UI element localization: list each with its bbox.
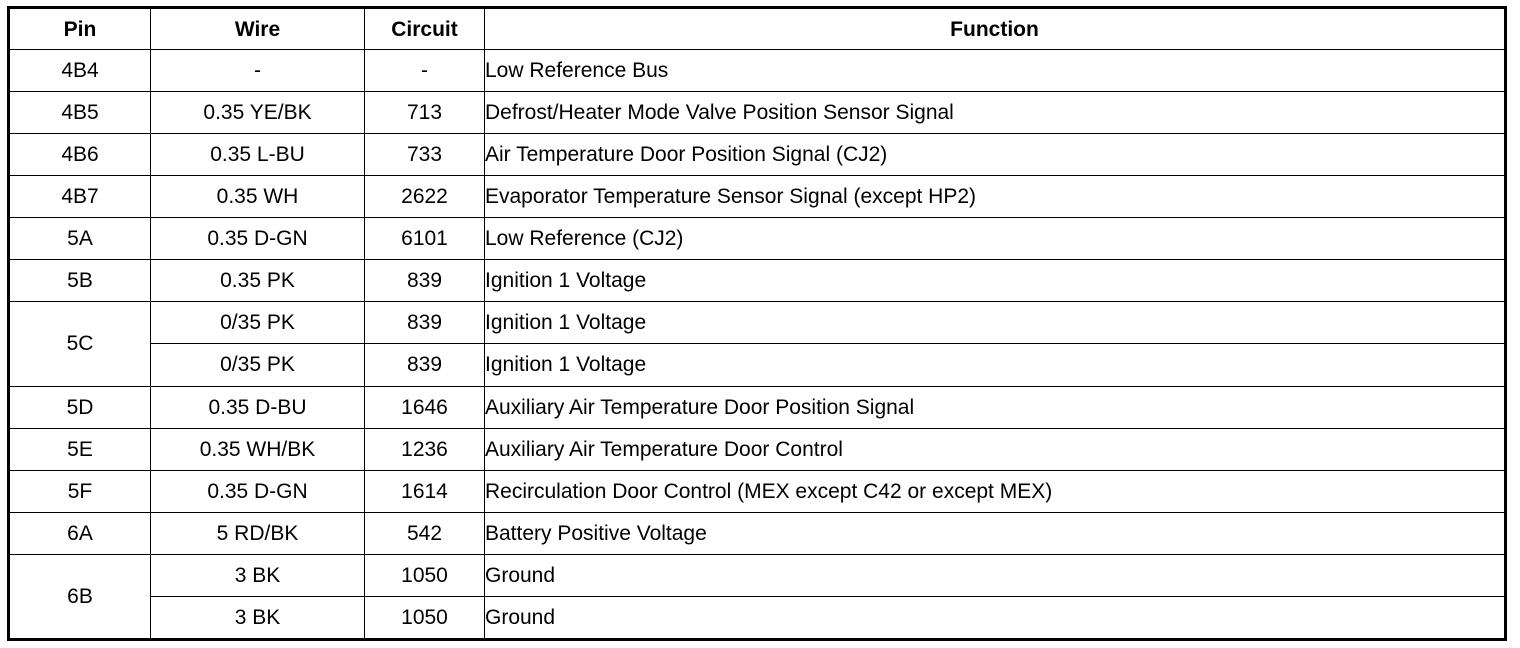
wire-cell: 5 RD/BK bbox=[151, 512, 365, 554]
wire-cell: 0.35 WH bbox=[151, 176, 365, 218]
table-row bbox=[9, 344, 1506, 386]
wire-cell: 0.35 YE/BK bbox=[151, 92, 365, 134]
function-cell: Low Reference Bus bbox=[485, 50, 1506, 92]
function-cell: Defrost/Heater Mode Valve Position Sensor Signal bbox=[485, 92, 1506, 134]
wire-cell: 0/35 PK bbox=[151, 344, 365, 386]
wire-cell: 3 BK bbox=[151, 554, 365, 596]
table-row bbox=[9, 302, 1506, 344]
circuit-cell: 6101 bbox=[365, 218, 485, 260]
pin-cell: 4B4 bbox=[9, 50, 151, 92]
header-row bbox=[9, 8, 1506, 50]
pin-cell: 5A bbox=[9, 218, 151, 260]
table-row bbox=[9, 596, 1506, 639]
header-wire: Wire bbox=[151, 8, 365, 50]
circuit-cell: 713 bbox=[365, 92, 485, 134]
table-row bbox=[9, 92, 1506, 134]
header-pin: Pin bbox=[9, 8, 151, 50]
pin-cell: 4B5 bbox=[9, 92, 151, 134]
circuit-cell: 1050 bbox=[365, 596, 485, 639]
pin-cell: 5B bbox=[9, 260, 151, 302]
table-row bbox=[9, 134, 1506, 176]
circuit-cell: 839 bbox=[365, 302, 485, 344]
function-cell: Auxiliary Air Temperature Door Control bbox=[485, 428, 1506, 470]
circuit-cell: 2622 bbox=[365, 176, 485, 218]
circuit-cell: 1236 bbox=[365, 428, 485, 470]
table-row bbox=[9, 260, 1506, 302]
function-cell: Low Reference (CJ2) bbox=[485, 218, 1506, 260]
function-cell: Ignition 1 Voltage bbox=[485, 302, 1506, 344]
circuit-cell: 839 bbox=[365, 344, 485, 386]
function-cell: Ground bbox=[485, 554, 1506, 596]
wire-cell: 3 BK bbox=[151, 596, 365, 639]
circuit-cell: - bbox=[365, 50, 485, 92]
table-row bbox=[9, 470, 1506, 512]
function-cell: Ignition 1 Voltage bbox=[485, 260, 1506, 302]
wire-cell: 0/35 PK bbox=[151, 302, 365, 344]
header-circuit: Circuit bbox=[365, 8, 485, 50]
circuit-cell: 542 bbox=[365, 512, 485, 554]
circuit-cell: 1646 bbox=[365, 386, 485, 428]
pin-cell: 4B6 bbox=[9, 134, 151, 176]
pinout-table bbox=[7, 6, 1507, 641]
function-cell: Air Temperature Door Position Signal (CJ2) bbox=[485, 134, 1506, 176]
pin-cell: 5C bbox=[9, 302, 151, 386]
function-cell: Auxiliary Air Temperature Door Position Signal bbox=[485, 386, 1506, 428]
function-cell: Recirculation Door Control (MEX except C42 or except MEX) bbox=[485, 470, 1506, 512]
pin-cell: 6B bbox=[9, 554, 151, 639]
function-cell: Battery Positive Voltage bbox=[485, 512, 1506, 554]
circuit-cell: 1614 bbox=[365, 470, 485, 512]
pin-cell: 5F bbox=[9, 470, 151, 512]
pin-cell: 4B7 bbox=[9, 176, 151, 218]
wire-cell: 0.35 WH/BK bbox=[151, 428, 365, 470]
pin-cell: 6A bbox=[9, 512, 151, 554]
header-function: Function bbox=[485, 8, 1506, 50]
table-row bbox=[9, 218, 1506, 260]
table-row bbox=[9, 50, 1506, 92]
wire-cell: 0.35 D-BU bbox=[151, 386, 365, 428]
table-row bbox=[9, 428, 1506, 470]
circuit-cell: 1050 bbox=[365, 554, 485, 596]
circuit-cell: 733 bbox=[365, 134, 485, 176]
table-row bbox=[9, 386, 1506, 428]
table-row bbox=[9, 176, 1506, 218]
pin-cell: 5D bbox=[9, 386, 151, 428]
function-cell: Ground bbox=[485, 596, 1506, 639]
wire-cell: 0.35 L-BU bbox=[151, 134, 365, 176]
table-row bbox=[9, 512, 1506, 554]
wire-cell: 0.35 D-GN bbox=[151, 218, 365, 260]
wire-cell: 0.35 D-GN bbox=[151, 470, 365, 512]
circuit-cell: 839 bbox=[365, 260, 485, 302]
function-cell: Evaporator Temperature Sensor Signal (except HP2) bbox=[485, 176, 1506, 218]
wire-cell: - bbox=[151, 50, 365, 92]
function-cell: Ignition 1 Voltage bbox=[485, 344, 1506, 386]
pin-cell: 5E bbox=[9, 428, 151, 470]
table-row bbox=[9, 554, 1506, 596]
wire-cell: 0.35 PK bbox=[151, 260, 365, 302]
